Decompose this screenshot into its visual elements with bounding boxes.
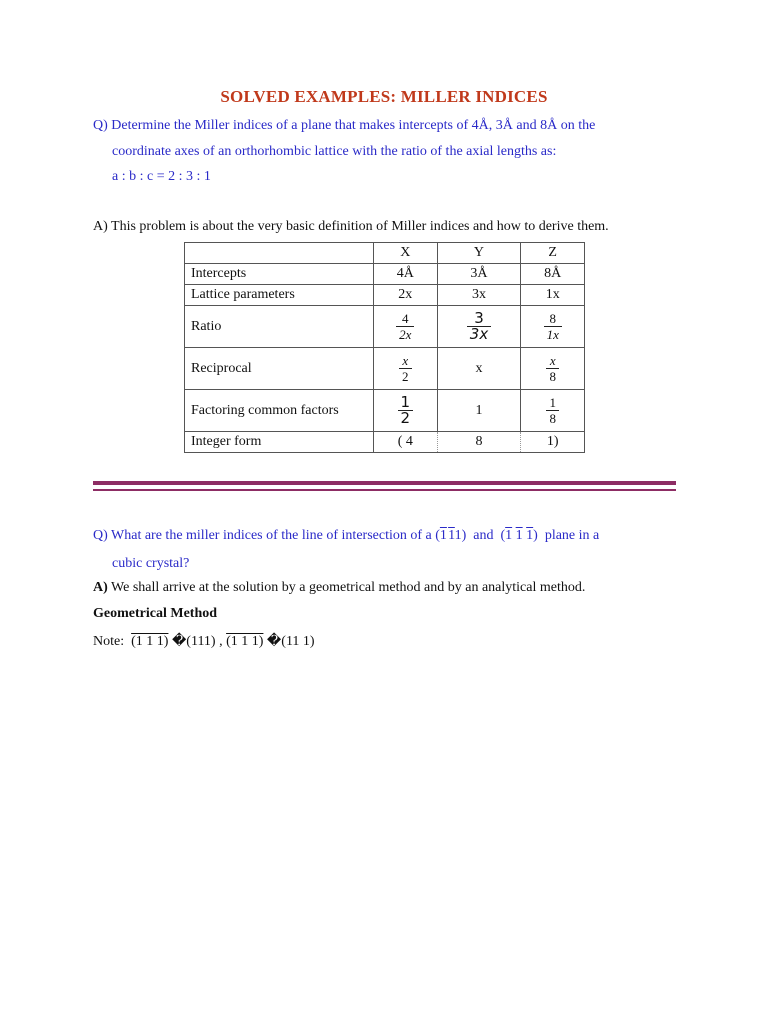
table-row (185, 348, 585, 390)
numerator: 1 (546, 395, 559, 411)
fraction (467, 311, 491, 342)
numerator: 8 (544, 311, 562, 327)
table-header-y: Y (437, 243, 521, 264)
index-k: 1 (515, 528, 523, 543)
row-label: Integer form (185, 432, 374, 453)
cell (374, 306, 438, 348)
denominator: 2 (402, 369, 409, 384)
numerator: x (399, 353, 412, 369)
table-header-row (185, 243, 585, 264)
cell: 3x (437, 285, 521, 306)
row-label: Ratio (185, 306, 374, 348)
paren: ( (500, 528, 506, 543)
index-l: 1 (526, 528, 534, 543)
cell: 4Å (374, 264, 438, 285)
note-label: Note: (93, 634, 125, 649)
cell: 8Å (521, 264, 585, 285)
question-2-line-2: cubic crystal? (112, 556, 190, 571)
fraction (398, 395, 414, 426)
index-h: 1 (505, 528, 513, 543)
cell: x (437, 348, 521, 390)
fraction (546, 395, 559, 426)
answer-1: A) This problem is about the very basic definition of Miller indices and how to derive them. (93, 219, 609, 234)
note-comma: , (219, 634, 223, 649)
cell: 1) (521, 432, 585, 453)
table-row (185, 264, 585, 285)
note-plane-3: (1 1 1) (226, 634, 264, 649)
page-title: SOLVED EXAMPLES: MILLER INDICES (220, 87, 548, 106)
cell (521, 390, 585, 432)
cell: 3Å (437, 264, 521, 285)
cell: 1 (437, 390, 521, 432)
plane-2-indices (500, 528, 537, 544)
note-plane-2: (111) (186, 634, 216, 649)
cell (374, 390, 438, 432)
miller-table (184, 242, 585, 453)
question-1-line-2: coordinate axes of an orthorhombic lattice with the ratio of the axial lengths as: (112, 144, 557, 159)
index-l: 1 (454, 528, 462, 543)
index-h: 1 (439, 528, 447, 543)
row-label: Reciprocal (185, 348, 374, 390)
separator-thick (93, 481, 676, 485)
table-row (185, 285, 585, 306)
answer-2-label: A) (93, 580, 108, 595)
fraction (396, 311, 414, 342)
answer-2 (93, 580, 585, 596)
note-symbol-1: � (171, 634, 187, 649)
plane-1-indices (435, 528, 466, 544)
paren: ( (435, 528, 440, 543)
question-1-line-3: a : b : c = 2 : 3 : 1 (112, 169, 211, 184)
question-2-prefix: Q) What are the miller indices of the line of intersection of a (93, 528, 432, 543)
paren: ) (533, 528, 538, 543)
paren: ) (461, 528, 467, 543)
cell: 8 (437, 432, 521, 453)
numerator: 4 (396, 311, 414, 327)
index-k: 1 (448, 528, 455, 543)
question-2-line-1 (93, 528, 599, 544)
question-2-suffix: plane in a (544, 528, 600, 543)
and-word: and (473, 528, 494, 543)
cell (374, 348, 438, 390)
separator-thin (93, 489, 676, 491)
question-1-line-1: Q) Determine the Miller indices of a plane that makes intercepts of 4Å, 3Å and 8Å on the (93, 118, 596, 133)
note-plane-1: (1 1 1) (131, 634, 169, 649)
denominator: 8 (549, 369, 556, 384)
row-label: Lattice parameters (185, 285, 374, 306)
denominator: 3x (469, 325, 489, 343)
denominator: 1x (546, 327, 559, 342)
answer-2-text: We shall arrive at the solution by a geometrical method and by an analytical method. (107, 580, 586, 595)
denominator: 8 (549, 411, 556, 426)
row-label: Intercepts (185, 264, 374, 285)
denominator: 2x (399, 327, 412, 342)
table-row (185, 390, 585, 432)
cell (521, 348, 585, 390)
fraction (544, 311, 562, 342)
cell (521, 306, 585, 348)
row-label: Factoring common factors (185, 390, 374, 432)
geometrical-method-heading: Geometrical Method (93, 606, 218, 621)
table-header-z: Z (521, 243, 585, 264)
cell: ( 4 (374, 432, 438, 453)
note-symbol-2: � (266, 634, 282, 649)
numerator: 1 (398, 395, 414, 411)
note-plane-4: (11 1) (281, 634, 315, 649)
numerator: 3 (467, 311, 491, 327)
cell: 1x (521, 285, 585, 306)
table-row (185, 306, 585, 348)
numerator: x (546, 353, 559, 369)
table-header-blank (185, 243, 374, 264)
fraction (399, 353, 412, 384)
denominator: 2 (400, 409, 411, 427)
note-line (93, 633, 315, 650)
fraction (546, 353, 559, 384)
table-row (185, 432, 585, 453)
table-header-x: X (374, 243, 438, 264)
cell: 2x (374, 285, 438, 306)
cell (437, 306, 521, 348)
